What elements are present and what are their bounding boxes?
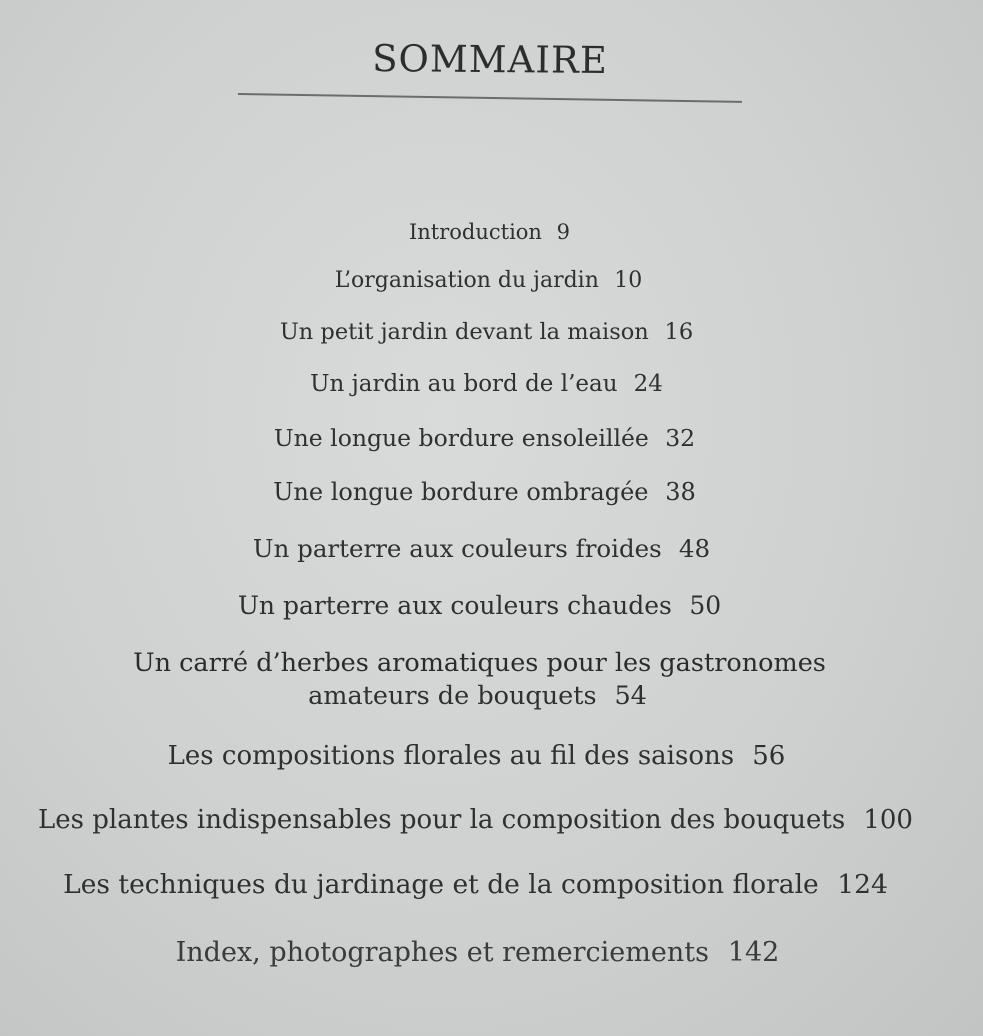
toc-entry-title: Un petit jardin devant la maison bbox=[279, 319, 649, 345]
toc-entry-index bbox=[0, 937, 969, 968]
toc-entry-title-continued: amateurs de bouquets bbox=[308, 681, 597, 711]
toc-entry-introduction bbox=[0, 220, 981, 244]
toc-entry-page: 16 bbox=[664, 319, 694, 345]
toc-entry-bordure-ombragee bbox=[0, 478, 976, 506]
toc-entry-title: Un jardin au bord de l’eau bbox=[310, 371, 618, 397]
toc-entry-title: L’organisation du jardin bbox=[334, 268, 599, 293]
toc-entry-page: 10 bbox=[614, 268, 643, 293]
toc-entry-title: Un parterre aux couleurs froides bbox=[252, 534, 662, 563]
page-title: SOMMAIRE bbox=[371, 36, 609, 83]
toc-entry-page: 9 bbox=[556, 220, 571, 244]
toc-entry-techniques-jardinage bbox=[0, 869, 967, 900]
toc-entry-couleurs-froides bbox=[0, 534, 973, 563]
title-underline bbox=[238, 93, 742, 103]
toc-entry-petit-jardin bbox=[0, 319, 978, 345]
toc-entry-bordure-ensoleillee bbox=[0, 424, 976, 452]
toc-entry-page: 100 bbox=[863, 805, 913, 835]
toc-entry-herbes-aromatiques-line2 bbox=[0, 681, 969, 711]
toc-entry-title: Une longue bordure ensoleillée bbox=[273, 424, 649, 452]
toc-entry-page: 38 bbox=[665, 478, 696, 506]
toc-entry-couleurs-chaudes bbox=[0, 591, 971, 620]
toc-entry-title: Les techniques du jardinage et de la composition florale bbox=[63, 869, 819, 900]
toc-entry-page: 50 bbox=[689, 591, 722, 620]
toc-entry-page: 32 bbox=[665, 424, 696, 452]
toc-entry-title: Index, photographes et remerciements bbox=[175, 937, 709, 968]
toc-entry-title: Introduction bbox=[408, 220, 542, 244]
toc-entry-title: Un parterre aux couleurs chaudes bbox=[237, 591, 672, 620]
toc-entry-plantes-indispensables bbox=[0, 805, 967, 835]
toc-entry-title: Les compositions florales au fil des saisons bbox=[167, 741, 735, 771]
toc-entry-organisation bbox=[0, 268, 980, 293]
toc-entry-page: 54 bbox=[614, 681, 647, 711]
toc-entry-title: Un carré d’herbes aromatiques pour les gastronomes bbox=[133, 648, 826, 678]
toc-entry-compositions-florales bbox=[0, 741, 968, 771]
toc-entry-herbes-aromatiques-line1 bbox=[0, 648, 971, 678]
toc-entry-page: 24 bbox=[633, 371, 663, 397]
toc-entry-page: 142 bbox=[727, 937, 780, 968]
toc-entry-page: 48 bbox=[678, 534, 711, 563]
toc-entry-title: Les plantes indispensables pour la composition des bouquets bbox=[38, 805, 846, 835]
toc-entry-bord-eau bbox=[0, 371, 978, 397]
toc-entry-page: 56 bbox=[752, 741, 786, 771]
toc-entry-title: Une longue bordure ombragée bbox=[273, 478, 649, 506]
toc-entry-page: 124 bbox=[837, 869, 888, 900]
